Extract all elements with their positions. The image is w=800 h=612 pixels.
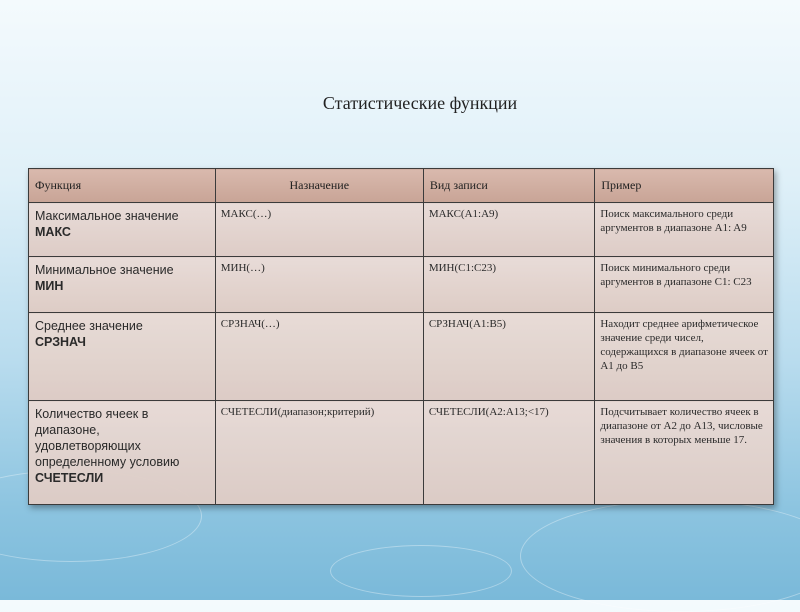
function-cell [29,203,216,257]
function-name: МИН [35,279,64,293]
functions-table [28,168,774,505]
slide-title: Статистические функции [322,93,518,113]
header-example: Пример [595,169,774,203]
syntax-cell: МАКС(A1:A9) [423,203,595,257]
function-description: Минимальное значение [35,263,174,277]
function-cell [29,313,216,401]
table-row [29,313,774,401]
background-ripple [520,500,800,612]
header-purpose: Назначение [215,169,423,203]
header-syntax: Вид записи [423,169,595,203]
table-row [29,257,774,313]
example-cell: Поиск минимального среди аргументов в диапазоне C1: C23 [595,257,774,313]
syntax-cell: МИН(C1:C23) [423,257,595,313]
function-name: СЧЕТЕСЛИ [35,471,104,485]
example-cell: Находит среднее арифметическое значение среди чисел, содержащихся в диапазоне ячеек от A1 до B5 [595,313,774,401]
table-header-row [29,169,774,203]
function-description: Среднее значение [35,319,143,333]
function-cell [29,401,216,505]
function-description: Количество ячеек в диапазоне, удовлетворяющих определенному условию [35,407,180,469]
purpose-cell: МАКС(…) [215,203,423,257]
table-row [29,203,774,257]
background-ripple [330,545,512,597]
syntax-cell: СЧЕТЕСЛИ(A2:A13;<17) [423,401,595,505]
example-cell: Подсчитывает количество ячеек в диапазоне от A2 до A13, числовые значения в которых меньше 17. [595,401,774,505]
example-cell: Поиск максимального среди аргументов в диапазоне A1: A9 [595,203,774,257]
function-cell [29,257,216,313]
syntax-cell: СРЗНАЧ(A1:B5) [423,313,595,401]
purpose-cell: МИН(…) [215,257,423,313]
header-function: Функция [29,169,216,203]
purpose-cell: СРЗНАЧ(…) [215,313,423,401]
function-name: МАКС [35,225,71,239]
table-row [29,401,774,505]
function-description: Максимальное значение [35,209,179,223]
purpose-cell: СЧЕТЕСЛИ(диапазон;критерий) [215,401,423,505]
function-name: СРЗНАЧ [35,335,86,349]
